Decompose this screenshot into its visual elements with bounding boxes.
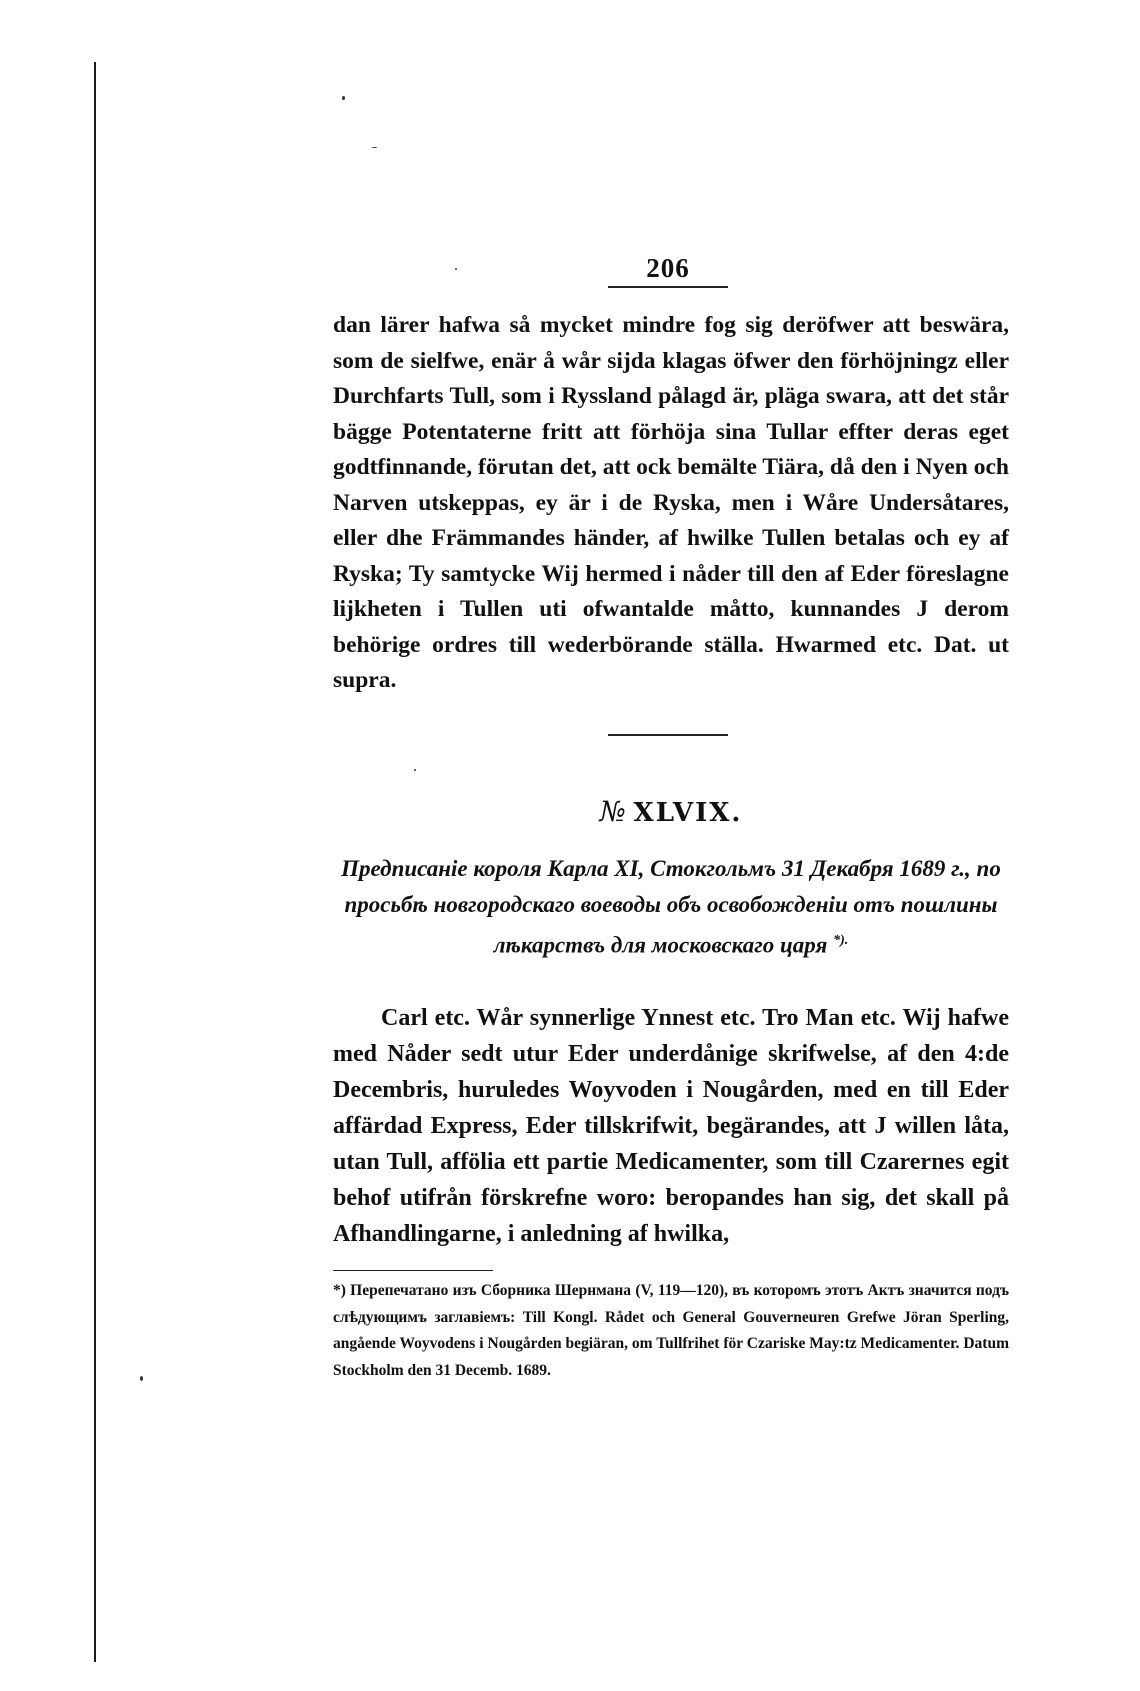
page-number: 206: [646, 253, 690, 283]
document-number: [333, 795, 1009, 830]
document-number-roman: XLVIX.: [633, 798, 743, 828]
heading-footnote-mark: *).: [833, 933, 849, 948]
scan-speck: [140, 1376, 143, 1381]
footnote: *) Перепечатано изъ Сборника Шернмана (V, 119—120), въ которомъ этотъ Актъ значится подъ слѣдующимъ заглавіемъ: Till Kongl. Rådet och General Gouverneuren Grefwe Jöran Sperling, angående Woyvodens i Nougården begiäran, om Tullfrihet för Czariske May:tz Medicamenter. Datum Stockholm den 31 Decemb. 1689.: [333, 1282, 1009, 1379]
scan-binding-edge: [94, 62, 96, 1662]
page-number-rule: [608, 286, 728, 288]
main-paragraph: Carl etc. Wår synnerlige Ynnest etc. Tro Man etc. Wij hafwe med Nåder sedt utur Eder underdånige skrifwelse, af den 4:de Decembris, huruledes Woyvoden i Nougården, med en till Eder affärdad Express, Eder tillskrifwit, begärandes, att J willen låta, utan Tull, affölia ett partie Medicamenter, som till Czarernes egit behof utifrån förskrefne woro: beropandes han sig, det skall på Afhandlingarne, i anledning af hwilka,: [333, 1005, 1009, 1247]
section-divider: [608, 734, 728, 736]
footnote-rule: [333, 1270, 493, 1271]
scan-speck: [414, 769, 416, 771]
scan-speck: [372, 147, 377, 148]
document-heading-text: Предписаніе короля Карла XI, Стокгольмъ 31 Декабря 1689 г., по просьбѣ новгородскаго воеводы объ освобожденіи отъ пошлины лѣкарствъ для московскаго царя: [341, 856, 1001, 958]
document-heading: [333, 851, 1009, 964]
top-paragraph: dan lärer hafwa så mycket mindre fog sig deröfwer att beswära, som de sielfwe, enär å wår sijda klagas öfwer den förhöjningz eller Durchfarts Tull, som i Ryssland pålagd är, pläga swara, att det står bägge Potentaterne fritt att förhöja sina Tullar effter deras eget godtfinnande, förutan det, att ock bemälte Tiära, då den i Nyen och Narven utskeppas, ey är i de Ryska, men i Wåre Undersåtares, eller dhe Främmandes händer, af hwilke Tullen betalas och ey af Ryska; Ty samtycke Wij hermed i nåder till den af Eder föreslagne lijkheten i Tullen uti ofwantalde måtto, kunnandes J derom behörige ordres till wederbörande ställa. Hwarmed etc. Dat. ut supra.: [333, 312, 1009, 693]
number-sign: №: [599, 795, 627, 828]
scan-speck: [342, 96, 345, 100]
scan-speck: [455, 268, 457, 270]
